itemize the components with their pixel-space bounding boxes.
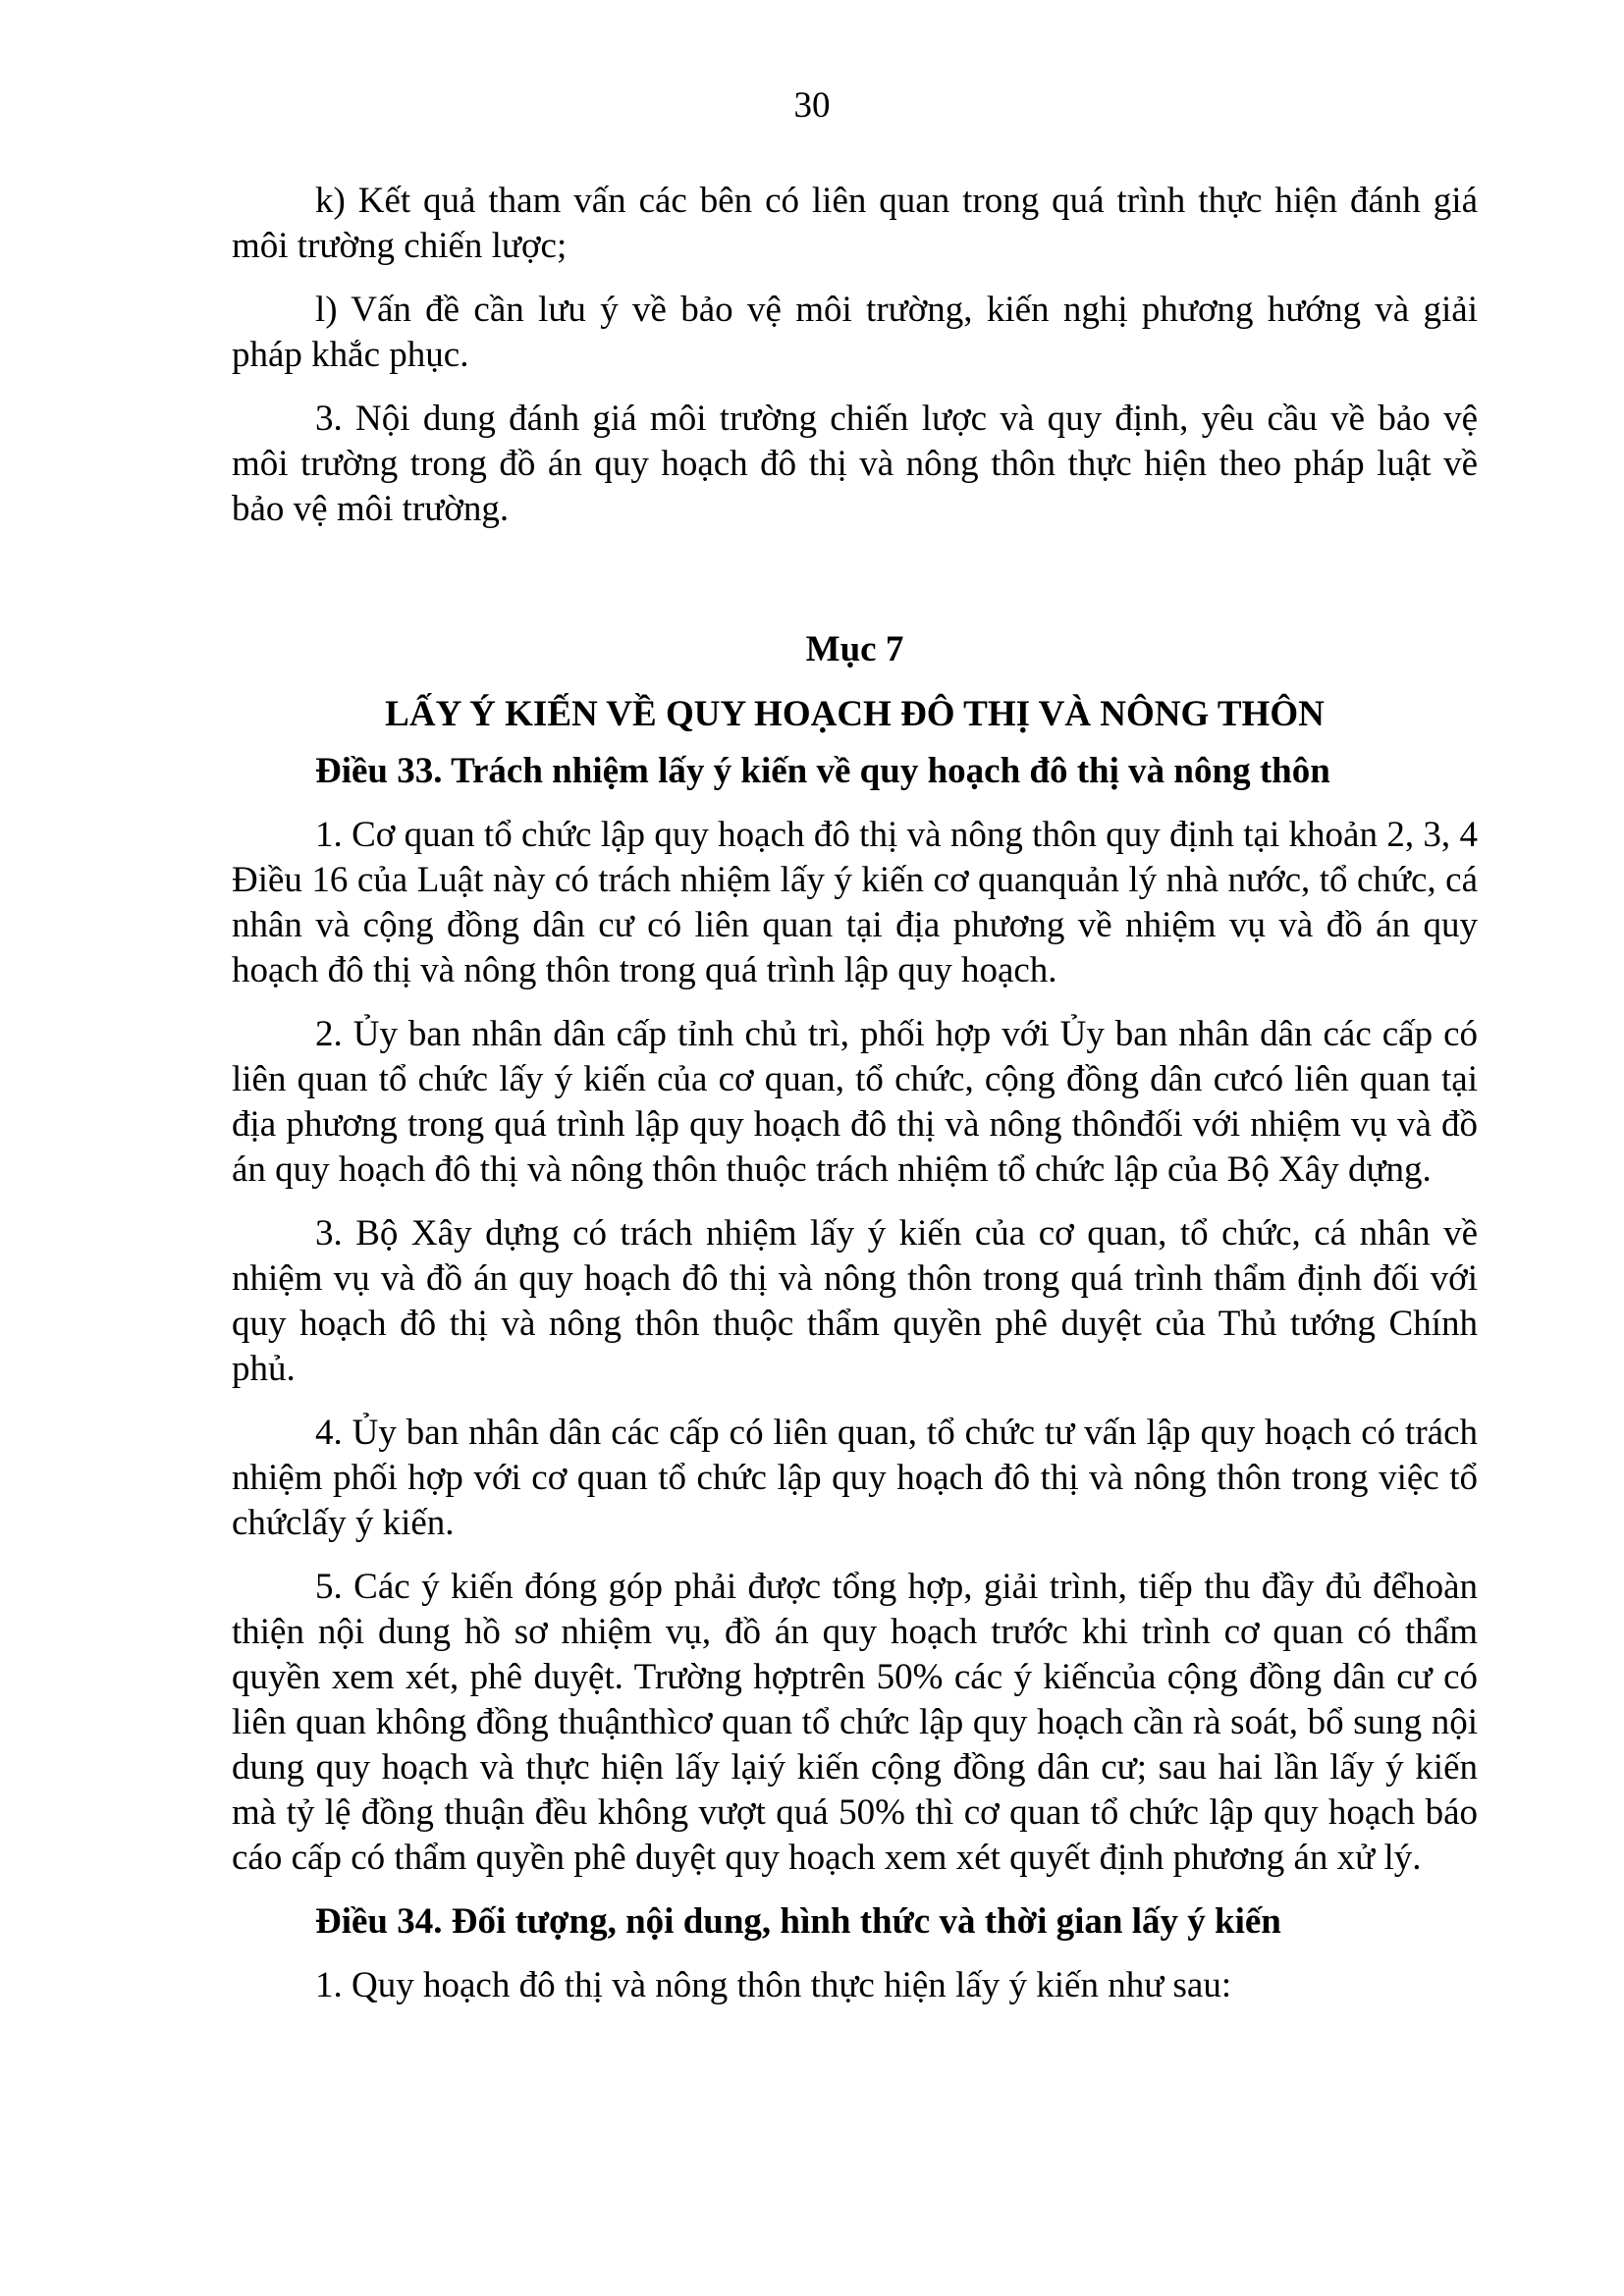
paragraph-1: k) Kết quả tham vấn các bên có liên quan trong quá trình thực hiện đánh giá môi trường chiến lược; xyxy=(232,181,1478,266)
section-label: Mục 7 xyxy=(805,629,904,669)
article-heading-2: Điều 34. Đối tượng, nội dung, hình thức và thời gian lấy ý kiến xyxy=(315,1901,1281,1942)
section-spacer xyxy=(232,551,1478,627)
paragraph-3: 3. Nội dung đánh giá môi trường chiến lược và quy định, yêu cầu về bảo vệ môi trường trong đồ án quy hoạch đô thị và nông thôn thực hiện theo pháp luật về bảo vệ môi trường. xyxy=(232,399,1478,529)
paragraph-6: 3. Bộ Xây dựng có trách nhiệm lấy ý kiến của cơ quan, tổ chức, cá nhân về nhiệm vụ và đồ án quy hoạch đô thị và nông thôn trong quá trình thẩm định đối với quy hoạch đô thị và nông thôn thuộc thẩm quyền phê duyệt của Thủ tướng Chính phủ. xyxy=(232,1213,1478,1389)
paragraph-7: 4. Ủy ban nhân dân các cấp có liên quan, tổ chức tư vấn lập quy hoạch có trách nhiệm phối hợp với cơ quan tổ chức lập quy hoạch đô thị và nông thôn trong việc tổ chứclấy ý kiến. xyxy=(232,1413,1478,1543)
document-body xyxy=(232,179,1478,2027)
section-title: LẤY Ý KIẾN VỀ QUY HOẠCH ĐÔ THỊ VÀ NÔNG THÔN xyxy=(385,694,1325,734)
paragraph-9: 1. Quy hoạch đô thị và nông thôn thực hiện lấy ý kiến như sau: xyxy=(315,1965,1232,2005)
paragraph-2: l) Vấn đề cần lưu ý về bảo vệ môi trường, kiến nghị phương hướng và giải pháp khắc phục. xyxy=(232,290,1478,375)
paragraph-8: 5. Các ý kiến đóng góp phải được tổng hợp, giải trình, tiếp thu đầy đủ đểhoàn thiện nội dung hồ sơ nhiệm vụ, đồ án quy hoạch trước khi trình cơ quan có thẩm quyền xem xét, phê duyệt. Trường hợptrên 50% các ý kiếncủa cộng đồng dân cư có liên quan không đồng thuậnthìcơ quan tổ chức lập quy hoạch cần rà soát, bổ sung nội dung quy hoạch và thực hiện lấy lạiý kiến cộng đồng dân cư; sau hai lần lấy ý kiến mà tỷ lệ đồng thuận đều không vượt quá 50% thì cơ quan tổ chức lập quy hoạch báo cáo cấp có thẩm quyền phê duyệt quy hoạch xem xét quyết định phương án xử lý. xyxy=(232,1567,1478,1878)
paragraph-5: 2. Ủy ban nhân dân cấp tỉnh chủ trì, phối hợp với Ủy ban nhân dân các cấp có liên quan tổ chức lấy ý kiến của cơ quan, tổ chức, cộng đồng dân cưcó liên quan tại địa phương trong quá trình lập quy hoạch đô thị và nông thônđối với nhiệm vụ và đồ án quy hoạch đô thị và nông thôn thuộc trách nhiệm tổ chức lập của Bộ Xây dựng. xyxy=(232,1014,1478,1190)
page-number: 30 xyxy=(793,85,831,126)
article-heading-1: Điều 33. Trách nhiệm lấy ý kiến về quy hoạch đô thị và nông thôn xyxy=(315,751,1330,791)
paragraph-4: 1. Cơ quan tổ chức lập quy hoạch đô thị và nông thôn quy định tại khoản 2, 3, 4 Điều 16 của Luật này có trách nhiệm lấy ý kiến cơ quanquản lý nhà nước, tổ chức, cá nhân và cộng đồng dân cư có liên quan tại địa phương về nhiệm vụ và đồ án quy hoạch đô thị và nông thôn trong quá trình lập quy hoạch. xyxy=(232,815,1478,990)
